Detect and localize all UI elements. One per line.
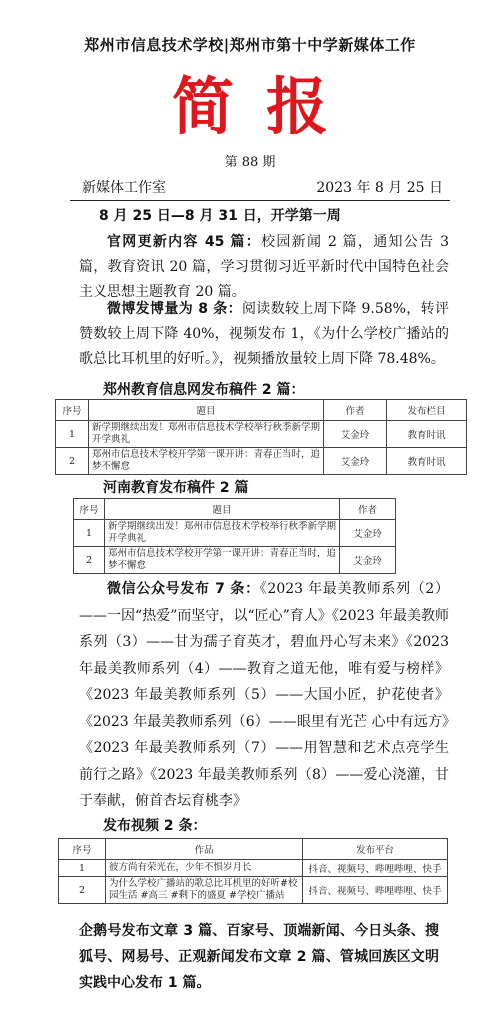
row-title: 郑州市信息技术学校开学第一课开讲：青春正当时，追梦不懈怠	[105, 547, 340, 574]
website-label: 官网更新内容 45 篇：	[107, 234, 262, 250]
hn-table-label: 河南教育发布稿件 2 篇	[103, 480, 249, 496]
col-header: 题目	[105, 499, 340, 520]
row-title: 新学期继续出发！郑州市信息技术学校举行秋季新学期开学典礼	[105, 520, 340, 547]
table-header-row	[56, 400, 467, 421]
table-row	[74, 520, 396, 547]
row-author: 艾金玲	[340, 520, 396, 547]
row-work: 为什么学校广播站的歌总比耳机里的好听#校园生活 #高三 #剩下的盛夏 #学校广播站	[106, 877, 303, 904]
col-header: 作品	[106, 839, 303, 860]
row-work: 彼方尚有荣光在，少年不惧岁月长	[106, 860, 303, 877]
wechat-text: 《2023 年最美教师系列（2）——一因“热爱”而坚守，以“匠心”育人》《2023 年最美教师系列（3）——甘为孺子育英才，碧血丹心写未来》《2023 年最美教师系列（4）——教育之道无他，唯有爱与榜样》《2023 年最美教师系列（5）——大国小匠，护花使者》《2023 年最美教师系列（6）——眼里有光芒 心中有远方》《2023 年最美教师系列（7）——用智慧和艺术点亮学生前行之路》《2023 年最美教师系列（8）——爱心浇灌，甘于奉献，俯首杏坛育桃李》	[79, 581, 449, 809]
table-header-row	[59, 839, 448, 860]
table-row	[56, 421, 467, 448]
col-header: 题目	[89, 400, 324, 421]
wechat-section	[79, 576, 449, 815]
col-header: 作者	[340, 499, 396, 520]
col-header: 序号	[74, 499, 105, 520]
row-author: 艾金玲	[324, 421, 387, 448]
week-range: 8 月 25 日—8 月 31 日，开学第一周	[99, 208, 341, 224]
weibo-text: 阅读数较上周下降 9.58%，转评赞数较上周下降 40%，视频发布 1，《为什么学校广播站的歌总比耳机里的好听。》，视频播放量较上周下降 78.48%。	[79, 301, 449, 367]
table-row	[59, 860, 448, 877]
hn-publish-table	[73, 498, 396, 574]
header-divider	[70, 200, 450, 201]
row-title: 郑州市信息技术学校开学第一课开讲：青春正当时，追梦不懈怠	[89, 448, 324, 475]
row-index: 1	[74, 520, 105, 547]
row-platforms: 抖音、视频号、哔哩哔哩、快手	[303, 860, 448, 877]
row-title: 新学期继续出发！郑州市信息技术学校举行秋季新学期开学典礼	[89, 421, 324, 448]
weibo-label: 微博发博量为 8 条：	[107, 301, 242, 317]
row-index: 2	[56, 448, 89, 475]
row-platforms: 抖音、视频号、哔哩哔哩、快手	[303, 877, 448, 904]
row-column: 教育时讯	[387, 448, 467, 475]
table-row	[59, 877, 448, 904]
video-publish-table	[58, 838, 448, 904]
closing-summary: 企鹅号发布文章 3 篇、百家号、顶端新闻、今日头条、搜狐号、网易号、正观新闻发布文章 2 篇、管城回族区文明实践中心发布 1 篇。	[79, 923, 439, 991]
row-author: 艾金玲	[340, 547, 396, 574]
weibo-section	[79, 297, 449, 372]
zz-table-label: 郑州教育信息网发布稿件 2 篇：	[103, 382, 305, 398]
issue-number: 第 88 期	[224, 155, 276, 170]
row-index: 1	[56, 421, 89, 448]
row-index: 1	[59, 860, 106, 877]
col-header: 作者	[324, 400, 387, 421]
col-header: 发布平台	[303, 839, 448, 860]
col-header: 发布栏目	[387, 400, 467, 421]
row-column: 教育时讯	[387, 421, 467, 448]
row-index: 2	[74, 547, 105, 574]
bulletin-title: 简报	[171, 70, 360, 143]
table-header-row	[74, 499, 396, 520]
table-row	[74, 547, 396, 574]
org-header: 郑州市信息技术学校|郑州市第十中学新媒体工作	[84, 36, 416, 54]
wechat-label: 微信公众号发布 7 条：	[107, 581, 260, 597]
col-header: 序号	[56, 400, 89, 421]
department: 新媒体工作室	[82, 180, 166, 196]
row-index: 2	[59, 877, 106, 904]
website-section	[79, 230, 449, 305]
publish-date: 2023 年 8 月 25 日	[316, 180, 443, 196]
table-row	[56, 448, 467, 475]
zz-publish-table	[55, 399, 467, 475]
row-author: 艾金玲	[324, 448, 387, 475]
video-table-label: 发布视频 2 条：	[103, 818, 207, 834]
col-header: 序号	[59, 839, 106, 860]
website-text: 校园新闻 2 篇，通知公告 3 篇，教育资讯 20 篇，学习贯彻习近平新时代中国特色社会主义思想主题教育 20 篇。	[79, 234, 450, 300]
